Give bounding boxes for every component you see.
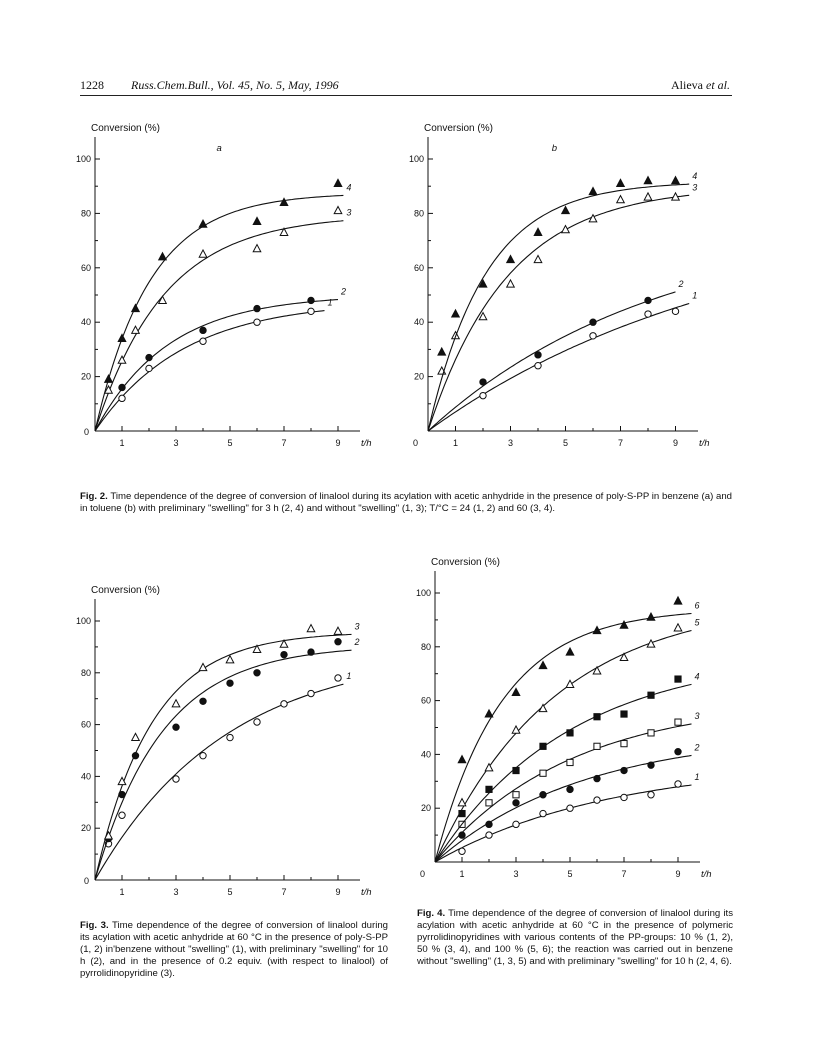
running-authors <box>671 78 730 93</box>
data-point <box>335 675 341 681</box>
series-label: 5 <box>694 617 700 628</box>
x-tick-label: 3 <box>507 438 514 448</box>
y-tick-label: 40 <box>80 771 91 782</box>
x-tick-label: 9 <box>335 887 341 897</box>
y-tick-label: 100 <box>408 154 424 164</box>
data-point <box>254 305 260 311</box>
series-curve <box>95 311 325 431</box>
series-2 <box>95 637 360 880</box>
data-point <box>254 670 260 676</box>
data-point <box>674 597 682 604</box>
series-label: 3 <box>694 710 700 721</box>
data-point <box>648 792 654 798</box>
series-curve <box>428 184 689 431</box>
data-point <box>567 805 573 811</box>
x-tick-label: 9 <box>335 438 341 448</box>
data-point <box>486 821 492 827</box>
data-point <box>534 255 542 262</box>
data-point <box>590 333 596 339</box>
y-axis-label: Conversion (%) <box>431 557 500 568</box>
data-point <box>486 786 492 792</box>
data-point <box>308 690 314 696</box>
data-point <box>480 392 486 398</box>
data-point <box>567 730 573 736</box>
data-point <box>621 741 627 747</box>
series-label: 4 <box>692 171 698 182</box>
data-point <box>485 764 493 771</box>
x-tick-label: 9 <box>672 438 679 448</box>
y-tick-label: 60 <box>420 695 431 706</box>
fig4-caption <box>417 908 733 968</box>
x-tick-label: 1 <box>119 887 125 897</box>
series-label: 6 <box>694 600 700 611</box>
series-curve <box>95 221 343 431</box>
x-tick-label: 3 <box>173 438 179 448</box>
y-tick-label: 20 <box>420 803 431 814</box>
series-4 <box>95 179 351 431</box>
data-point <box>644 177 652 184</box>
data-point <box>566 680 574 687</box>
data-point <box>200 752 206 758</box>
x-axis-label: t/h <box>361 887 372 898</box>
x-axis-label: t/h <box>361 438 372 449</box>
data-point <box>594 714 600 720</box>
fig3-chart <box>60 558 390 903</box>
data-point <box>539 661 547 668</box>
data-point <box>132 304 140 311</box>
page-number: 1228 <box>80 78 104 92</box>
data-point <box>589 187 597 194</box>
data-point <box>254 319 260 325</box>
journal-citation: Russ.Chem.Bull., Vol. 45, No. 5, May, 1996 <box>131 78 339 92</box>
x-tick-label: 1 <box>459 869 465 879</box>
x-tick-label: 5 <box>567 869 573 879</box>
fig2-caption <box>80 491 732 515</box>
data-point <box>594 797 600 803</box>
series-curve <box>435 631 692 863</box>
fig2a-chart <box>60 118 390 458</box>
y-tick-label: 60 <box>80 719 91 730</box>
data-point <box>199 250 207 257</box>
origin-label: 0 <box>412 438 418 448</box>
axes <box>416 557 712 880</box>
y-tick-label: 80 <box>413 208 424 219</box>
y-tick-label: 80 <box>420 641 431 652</box>
data-point <box>507 255 515 262</box>
x-tick-label: 7 <box>617 438 624 448</box>
data-point <box>535 352 541 358</box>
data-point <box>621 711 627 717</box>
axes <box>409 123 710 449</box>
data-point <box>534 228 542 235</box>
series-label: 3 <box>692 182 698 193</box>
data-point <box>675 781 681 787</box>
x-tick-label: 7 <box>281 438 287 448</box>
series-curve <box>435 684 692 862</box>
data-point <box>308 649 314 655</box>
data-point <box>645 311 651 317</box>
data-point <box>227 734 233 740</box>
authors-name: Alieva <box>671 78 703 92</box>
data-point <box>200 698 206 704</box>
x-tick-label: 7 <box>281 887 287 897</box>
data-point <box>226 656 234 663</box>
series-label: 2 <box>694 742 700 753</box>
data-point <box>132 733 140 740</box>
fig2-label: Fig. 2. <box>80 491 108 502</box>
data-point <box>486 800 492 806</box>
series-curve <box>428 304 689 432</box>
y-tick-label: 60 <box>80 262 91 273</box>
data-point <box>567 786 573 792</box>
data-point <box>118 356 126 363</box>
data-point <box>254 719 260 725</box>
data-point <box>675 719 681 725</box>
series-label: 2 <box>354 637 360 648</box>
series-curve <box>435 614 692 863</box>
panel-label: a <box>216 142 222 154</box>
x-tick-label: 7 <box>621 869 627 879</box>
y-tick-label: 20 <box>80 371 91 382</box>
data-point <box>672 177 680 184</box>
authors-suffix: et al. <box>706 78 730 92</box>
data-point <box>621 794 627 800</box>
series-label: 1 <box>694 771 700 782</box>
series-label: 2 <box>341 286 347 297</box>
series-2 <box>95 287 346 431</box>
y-tick-label: 80 <box>80 208 91 219</box>
y-tick-label: 100 <box>75 616 91 626</box>
series-label: 1 <box>346 671 352 682</box>
data-point <box>512 688 520 695</box>
data-point <box>674 624 682 631</box>
data-point <box>485 710 493 717</box>
data-point <box>593 667 601 674</box>
data-point <box>281 651 287 657</box>
data-point <box>648 692 654 698</box>
origin-label: 0 <box>419 869 425 879</box>
data-point <box>458 756 466 763</box>
data-point <box>675 676 681 682</box>
data-point <box>562 206 570 213</box>
data-point <box>562 226 570 233</box>
data-point <box>253 217 261 224</box>
data-point <box>675 749 681 755</box>
y-tick-label: 60 <box>413 262 424 273</box>
y-tick-label: 100 <box>415 588 431 598</box>
data-point <box>200 338 206 344</box>
data-point <box>513 767 519 773</box>
series-4 <box>428 171 697 431</box>
data-point <box>253 245 261 252</box>
data-point <box>540 743 546 749</box>
data-point <box>458 799 466 806</box>
x-axis-label: t/h <box>701 869 712 880</box>
data-point <box>594 743 600 749</box>
data-point <box>119 395 125 401</box>
y-axis-label: Conversion (%) <box>91 585 160 596</box>
data-point <box>617 196 625 203</box>
data-point <box>280 198 288 205</box>
data-point <box>480 379 486 385</box>
x-tick-label: 3 <box>513 869 519 879</box>
series-label: 4 <box>346 182 352 193</box>
data-point <box>119 812 125 818</box>
x-tick-label: 1 <box>452 438 459 448</box>
series-1 <box>428 290 697 431</box>
data-point <box>146 365 152 371</box>
data-point <box>335 639 341 645</box>
y-axis-label: Conversion (%) <box>424 123 493 134</box>
y-tick-label: 40 <box>80 317 91 328</box>
data-point <box>644 193 652 200</box>
data-point <box>105 375 113 382</box>
fig4-label: Fig. 4. <box>417 908 446 919</box>
data-point <box>513 792 519 798</box>
fig3-label: Fig. 3. <box>80 920 109 931</box>
data-point <box>507 280 515 287</box>
axes <box>76 585 372 898</box>
data-point <box>590 319 596 325</box>
data-point <box>307 625 315 632</box>
x-tick-label: 9 <box>675 869 681 879</box>
data-point <box>172 700 180 707</box>
data-point <box>486 832 492 838</box>
data-point <box>594 775 600 781</box>
panel-label: b <box>551 142 558 154</box>
data-point <box>648 730 654 736</box>
data-point <box>540 810 546 816</box>
data-point <box>159 253 167 260</box>
series-curve <box>435 755 692 862</box>
series-curve <box>95 634 352 880</box>
data-point <box>672 308 678 314</box>
data-point <box>540 770 546 776</box>
series-curve <box>95 684 343 880</box>
fig2-text: Time dependence of the degree of conversion of linalool during its acylation with acetic anhydride in the presence of poly-S-PP in benzene (a) and in toluene (b) with preliminary "swelling" for 3 h (2, 4) and without "swelling" (1, 3); T/°C = 24 (1, 2) and 60 (3, 4). <box>80 491 732 514</box>
series-label: 1 <box>692 290 698 301</box>
data-point <box>617 179 625 186</box>
header-rule <box>80 95 732 96</box>
origin-label: 0 <box>83 876 89 886</box>
y-tick-label: 80 <box>80 667 91 678</box>
fig3-text: Time dependence of the degree of conversion of linalool during its acylation with acetic anhydride at 60 °C in the presence of poly-S-PP (1, 2) in'benzene without "swelling" (1), with preliminary "swelling" for 10 h (2), and in the presence of 0.2 equiv. (with respect to linalool) of pyrrolidinopyridine (3). <box>80 920 388 979</box>
x-tick-label: 3 <box>173 887 179 897</box>
data-point <box>620 653 628 660</box>
y-tick-label: 20 <box>80 823 91 834</box>
origin-label: 0 <box>83 427 89 437</box>
x-tick-label: 5 <box>227 438 233 448</box>
fig2b-chart <box>400 118 745 458</box>
data-point <box>535 363 541 369</box>
y-tick-label: 100 <box>75 154 91 164</box>
y-axis-label: Conversion (%) <box>91 123 160 134</box>
series-curve <box>95 297 338 431</box>
series-label: 3 <box>354 621 360 632</box>
data-point <box>146 354 152 360</box>
data-point <box>119 384 125 390</box>
data-point <box>647 613 655 620</box>
series-curve <box>95 650 352 880</box>
data-point <box>438 348 446 355</box>
data-point <box>227 680 233 686</box>
data-point <box>513 821 519 827</box>
data-point <box>308 308 314 314</box>
data-point <box>645 297 651 303</box>
data-point <box>566 648 574 655</box>
data-point <box>334 206 342 213</box>
data-point <box>118 334 126 341</box>
fig3-caption <box>80 920 388 980</box>
y-tick-label: 20 <box>413 371 424 382</box>
data-point <box>308 297 314 303</box>
data-point <box>281 701 287 707</box>
data-point <box>200 327 206 333</box>
data-point <box>567 759 573 765</box>
data-point <box>199 220 207 227</box>
data-point <box>334 627 342 634</box>
data-point <box>621 767 627 773</box>
series-label: 4 <box>694 671 700 682</box>
y-tick-label: 40 <box>413 317 424 328</box>
series-1 <box>95 671 351 880</box>
x-tick-label: 5 <box>227 887 233 897</box>
data-point <box>648 762 654 768</box>
data-point <box>540 792 546 798</box>
data-point <box>334 179 342 186</box>
series-label: 2 <box>678 278 684 289</box>
data-point <box>459 848 465 854</box>
x-tick-label: 1 <box>119 438 125 448</box>
x-axis-label: t/h <box>699 438 710 449</box>
x-tick-label: 5 <box>562 438 569 448</box>
series-label: 1 <box>327 297 333 308</box>
data-point <box>173 776 179 782</box>
series-3 <box>95 621 360 880</box>
data-point <box>173 724 179 730</box>
fig4-text: Time dependence of the degree of conversion of linalool during its acylation with acetic anhydride at 60 °C in the presence of polymeric pyrrolidinopyridines with various contents of the PP-groups: 10 % (1, 2), 50 % (3, 4), and 100 % (5, 6); the reaction was carried out in benzene without "swelling" (1, 3, 5) and with preliminary "swelling" for 10 h (2, 4, 6). <box>417 908 733 967</box>
series-label: 3 <box>346 207 352 218</box>
series-4 <box>435 671 700 862</box>
data-point <box>452 310 460 317</box>
data-point <box>513 800 519 806</box>
y-tick-label: 40 <box>420 749 431 760</box>
fig4-chart <box>400 557 745 896</box>
